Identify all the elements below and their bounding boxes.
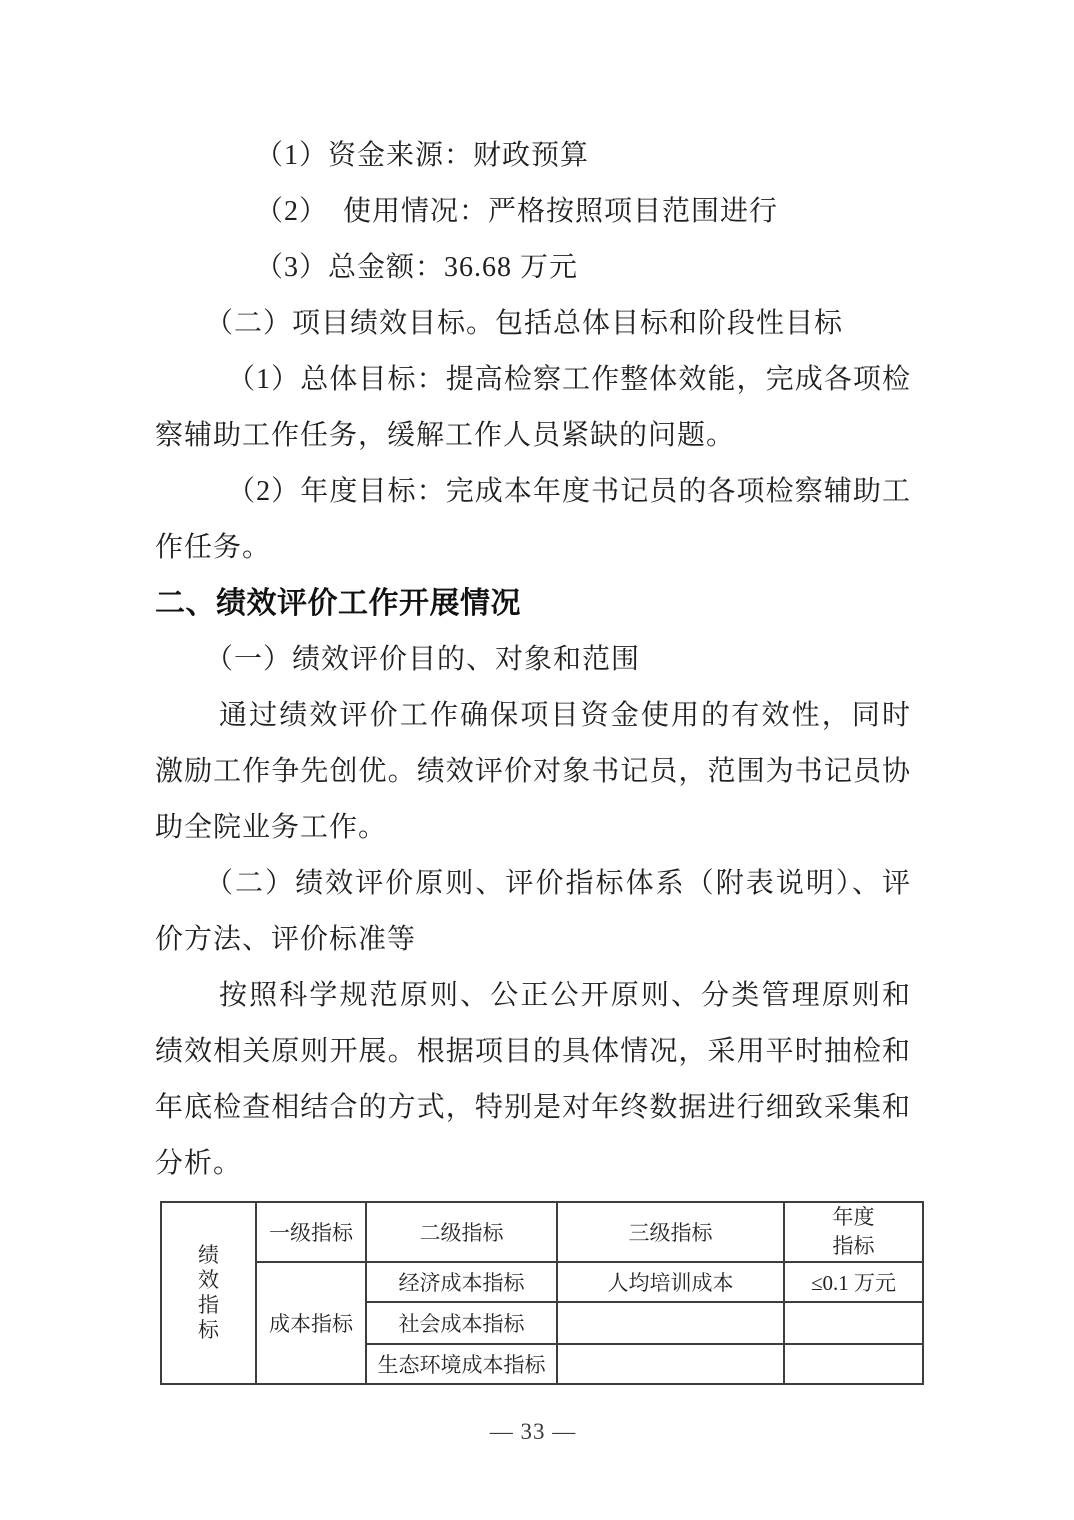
cell-level3-training-cost: 人均培训成本 xyxy=(557,1262,784,1302)
cell-level2-social: 社会成本指标 xyxy=(366,1302,557,1344)
cell-level3-empty xyxy=(557,1302,784,1344)
header-level3: 三级指标 xyxy=(557,1202,784,1262)
cell-level2-economic: 经济成本指标 xyxy=(366,1262,557,1302)
header-level2: 二级指标 xyxy=(366,1202,557,1262)
paragraph-performance-goal-title: （二）项目绩效目标。包括总体目标和阶段性目标 xyxy=(205,308,844,339)
page-number: — 33 — xyxy=(489,1419,577,1444)
header-annual-label: 年度指标 xyxy=(832,1205,875,1258)
cell-annual-value: ≤0.1 万元 xyxy=(784,1262,923,1302)
paragraph-funding-source: （1）资金来源：财政预算 xyxy=(255,140,590,171)
paragraph-overall-goal: （1）总体目标：提高检察工作整体效能，完成各项检察辅助工作任务，缓解工作人员紧缺的问题。 xyxy=(155,364,911,451)
paragraph-evaluation-purpose-body: 通过绩效评价工作确保项目资金使用的有效性，同时激励工作争先创优。绩效评价对象书记员，范围为书记员协助全院业务工作。 xyxy=(155,700,911,843)
paragraph-evaluation-principles-title: （二）绩效评价原则、评价指标体系（附表说明）、评价方法、评价标准等 xyxy=(155,868,911,955)
header-annual xyxy=(784,1202,923,1262)
table-group-label: 绩效指标 xyxy=(198,1243,219,1342)
paragraph-evaluation-purpose-title: （一）绩效评价目的、对象和范围 xyxy=(205,644,641,675)
cell-annual-empty xyxy=(784,1302,923,1344)
header-level1: 一级指标 xyxy=(256,1202,366,1262)
paragraph-evaluation-principles-body: 按照科学规范原则、公正公开原则、分类管理原则和绩效相关原则开展。根据项目的具体情况，采用平时抽检和年底检查相结合的方式，特别是对年终数据进行细致采集和分析。 xyxy=(155,980,911,1179)
cell-level3-empty xyxy=(557,1344,784,1384)
table-row xyxy=(161,1262,923,1302)
indicator-table xyxy=(160,1201,924,1385)
table-group-label-cell xyxy=(161,1202,256,1384)
cell-level1-cost: 成本指标 xyxy=(256,1262,366,1384)
cell-annual-empty xyxy=(784,1344,923,1384)
cell-level2-ecological: 生态环境成本指标 xyxy=(366,1344,557,1384)
paragraph-usage: （2） 使用情况：严格按照项目范围进行 xyxy=(255,196,779,227)
paragraph-annual-goal: （2）年度目标：完成本年度书记员的各项检察辅助工作任务。 xyxy=(155,476,911,563)
paragraph-total-amount: （3）总金额：36.68 万元 xyxy=(255,252,579,283)
section-heading: 二、绩效评价工作开展情况 xyxy=(155,587,521,620)
table-header-row xyxy=(161,1202,923,1262)
